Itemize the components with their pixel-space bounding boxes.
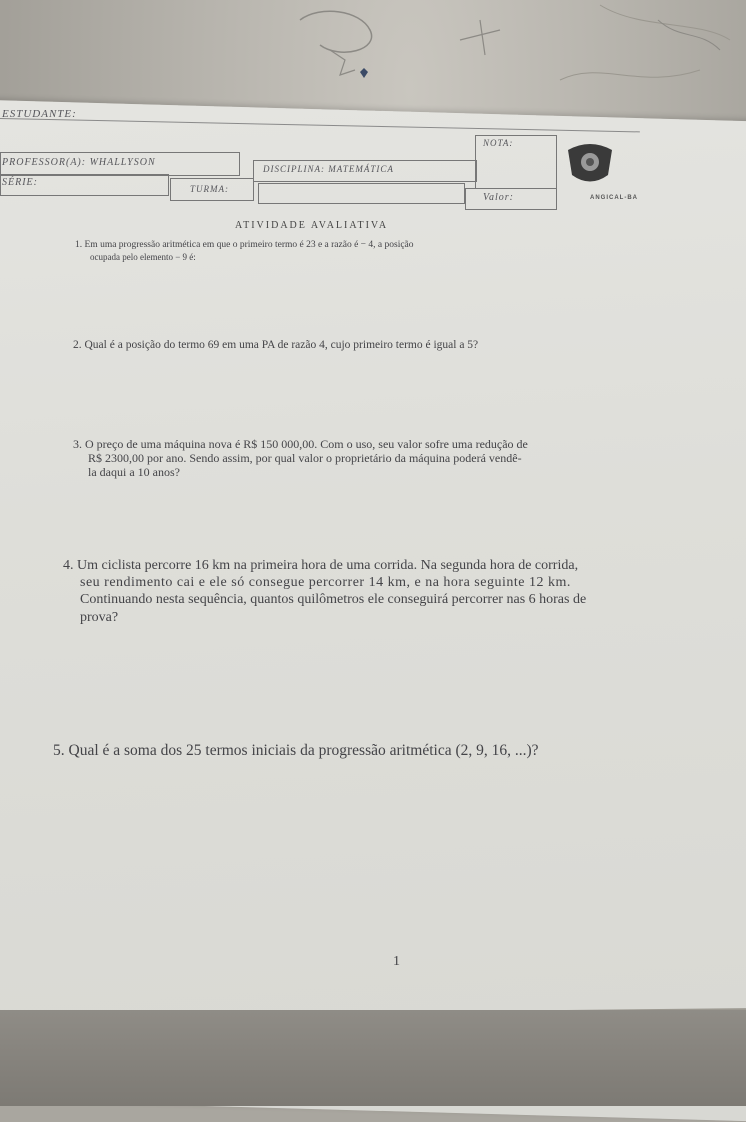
- teacher-label: PROFESSOR(A): WHALLYSON: [2, 157, 156, 168]
- question-2: 2. Qual é a posição do termo 69 em uma PA de razão 4, cujo primeiro termo é igual a 5?: [73, 339, 479, 351]
- page-number: 1: [393, 954, 400, 969]
- desk-bottom: [0, 1010, 746, 1106]
- question-3-line-3: la daqui a 10 anos?: [88, 465, 180, 479]
- question-4-line-4: prova?: [80, 610, 119, 625]
- turma-label: TURMA:: [190, 184, 229, 194]
- question-3-line-1: 3. O preço de uma máquina nova é R$ 150 000,00. Com o uso, seu valor sofre uma redução de: [73, 437, 528, 451]
- nota-label: NOTA:: [483, 138, 514, 148]
- question-4-line-3: Continuando nesta sequência, quantos quilômetros ele conseguirá percorrer nas 6 horas de: [80, 592, 587, 607]
- question-4-line-1: 4. Um ciclista percorre 16 km na primeira hora de uma corrida. Na segunda hora de corrida,: [63, 558, 579, 573]
- shift-options-text: [282, 190, 284, 195]
- school-seal-icon: [560, 140, 620, 190]
- discipline-label: DISCIPLINA: MATEMÁTICA: [263, 164, 394, 174]
- shift-options-box: [258, 183, 465, 204]
- valor-label: Valor:: [483, 192, 514, 203]
- question-4-line-2: seu rendimento cai e ele só consegue percorrer 14 km, e na hora seguinte 12 km.: [80, 575, 571, 590]
- serie-label: SÉRIE:: [2, 177, 38, 188]
- question-5: 5. Qual é a soma dos 25 termos iniciais da progressão aritmética (2, 9, 16, ...)?: [53, 742, 539, 759]
- question-3-line-2: R$ 2300,00 por ano. Sendo assim, por qual valor o proprietário da máquina poderá vendê-: [88, 451, 522, 465]
- question-1-line-1: 1. Em uma progressão aritmética em que o primeiro termo é 23 e a razão é − 4, a posição: [75, 240, 414, 250]
- document-title: ATIVIDADE AVALIATIVA: [235, 220, 389, 231]
- student-label: ESTUDANTE:: [2, 108, 77, 120]
- school-name: ANGICAL-BA: [590, 195, 638, 201]
- question-1-line-2: ocupada pelo elemento − 9 é:: [90, 252, 196, 262]
